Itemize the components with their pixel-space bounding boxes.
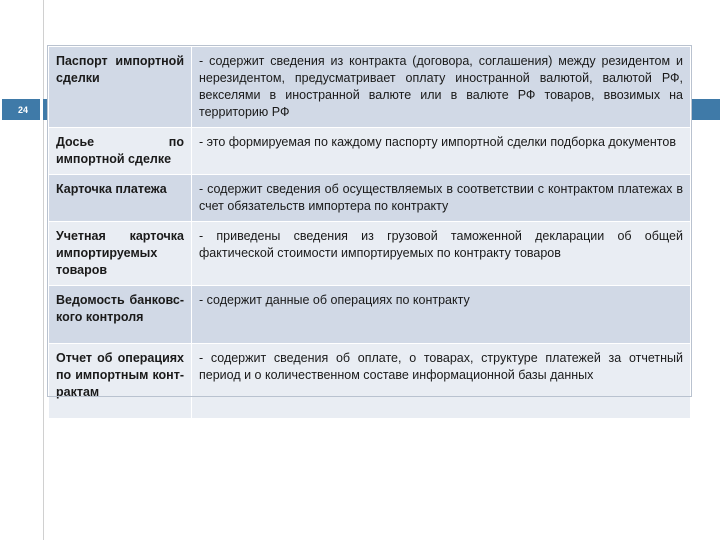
term-cell: Отчет об операциях по импортным конт-рактам xyxy=(49,344,192,419)
term-cell: Учетная карточка импортируемых товаров xyxy=(49,222,192,286)
term-cell: Паспорт импортной сделки xyxy=(49,47,192,128)
table-row xyxy=(49,175,691,222)
table-row xyxy=(49,286,691,344)
terms-table xyxy=(48,46,691,419)
definition-cell: - содержит сведения из контракта (договора, соглашения) между резидентом и нерезидентом, предусматривает оплату иностранной валютой, валютой РФ, векселями в иностранной валюте или в валюте РФ товаров, ввозимых на территорию РФ xyxy=(192,47,691,128)
definition-cell: - содержит сведения об оплате, о товарах, структуре платежей за отчетный период и о количественном составе информационной базы данных xyxy=(192,344,691,419)
left-margin xyxy=(0,0,44,540)
definition-cell: - содержит сведения об осуществляемых в соответствии с контрактом платежах в счет обязательств импортера по контракту xyxy=(192,175,691,222)
accent-bar-right xyxy=(690,99,720,120)
term-cell: Карточка платежа xyxy=(49,175,192,222)
definition-cell: - это формируемая по каждому паспорту импортной сделки подборка документов xyxy=(192,128,691,175)
term-cell: Досье по импортной сделке xyxy=(49,128,192,175)
table-row xyxy=(49,222,691,286)
table-row xyxy=(49,128,691,175)
term-cell: Ведомость банковс-кого контроля xyxy=(49,286,192,344)
page-number-badge xyxy=(2,99,40,120)
table-row xyxy=(49,47,691,128)
page-number: 24 xyxy=(18,104,29,115)
table-row xyxy=(49,344,691,419)
definition-cell: - содержит данные об операциях по контракту xyxy=(192,286,691,344)
definition-cell: - приведены сведения из грузовой таможенной декларации об общей фактической стоимости импортируемых по контракту товаров xyxy=(192,222,691,286)
